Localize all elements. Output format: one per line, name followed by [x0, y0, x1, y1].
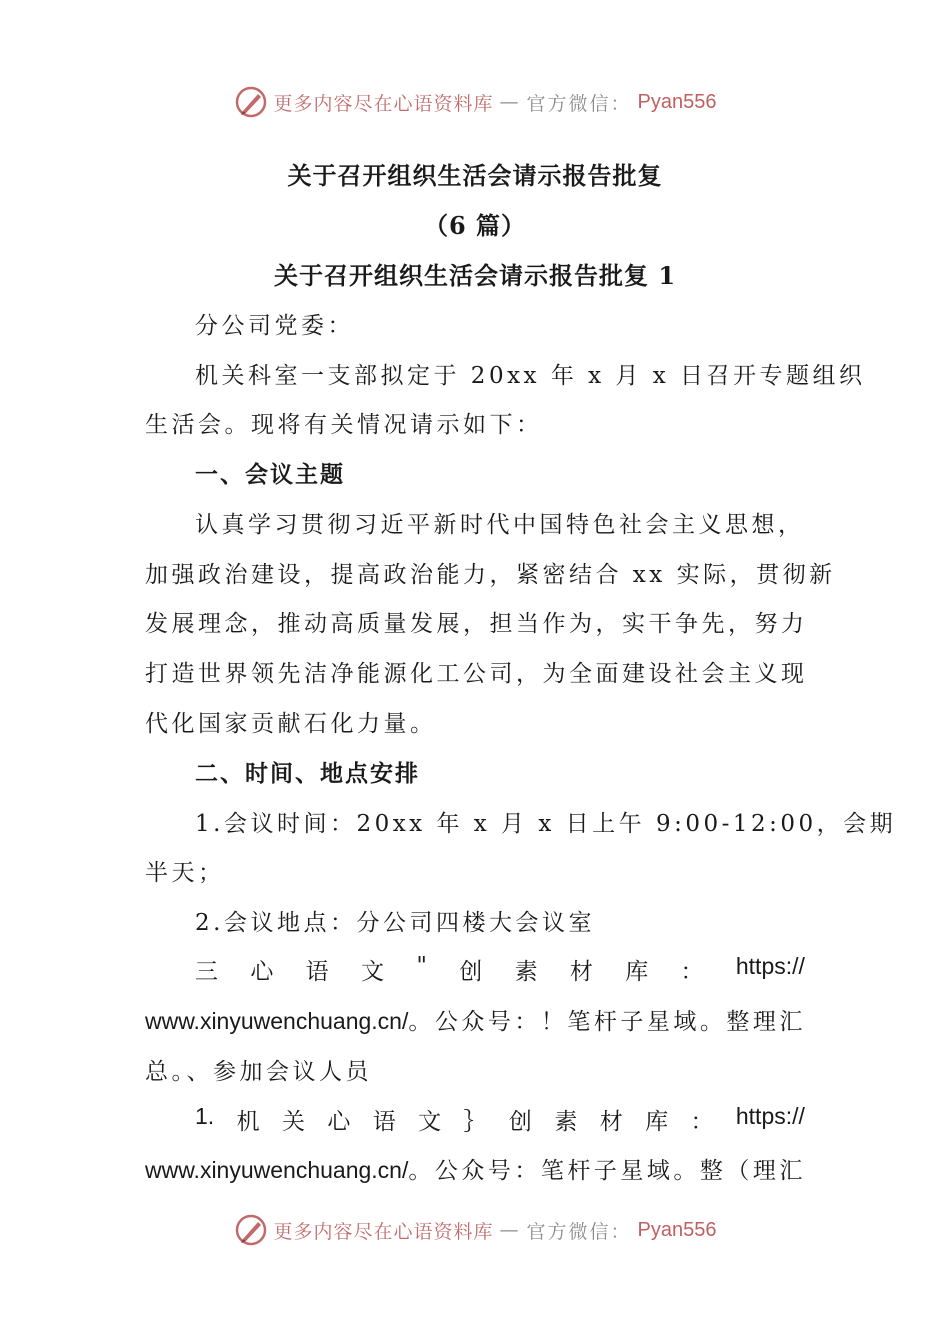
ad-line-5: www.xinyuwenchuang.cn/。公众号：笔杆子星域。整（理汇 — [145, 1157, 806, 1184]
intro-line-1: 机关科室一支部拟定于 20xx 年 x 月 x 日召开专题组织 — [195, 363, 866, 389]
ad-line-4: 1. 机 关 心 语 文 ｝ 创 素 材 库 ： https:// — [195, 1103, 805, 1135]
ad-line-1: 三 心 语 文 " 创 素 材 库 ： https:// — [195, 953, 805, 985]
time-item-line-2: 半天； — [145, 860, 225, 886]
doc-subtitle: 关于召开组织生活会请示报告批复 1 — [273, 261, 677, 290]
intro-line-2: 生活会。现将有关情况请示如下： — [145, 412, 543, 438]
watermark-wechat-id: Pyan556 — [637, 90, 717, 113]
theme-line-5: 代化国家贡献石化力量。 — [145, 711, 437, 737]
section-heading-theme: 一、会议主题 — [195, 461, 345, 488]
watermark-text: 更多内容尽在心语资料库 — [273, 1220, 494, 1243]
watermark-dash: — — [499, 91, 521, 113]
watermark-wechat-id: Pyan556 — [637, 1218, 717, 1241]
watermark-dash: — — [499, 1219, 521, 1241]
watermark-wechat-label: 官方微信： — [526, 1220, 632, 1243]
watermark-wechat-label: 官方微信： — [526, 92, 632, 115]
ad-url[interactable]: www.xinyuwenchuang.cn/ — [145, 1008, 409, 1034]
watermark-banner-bottom — [0, 1210, 950, 1250]
ad-line-3: 总。、参加会议人员 — [145, 1059, 372, 1085]
watermark-text: 更多内容尽在心语资料库 — [273, 92, 494, 115]
place-item: 2.会议地点：分公司四楼大会议室 — [195, 910, 595, 936]
doc-title: 关于召开组织生活会请示报告批复 — [287, 161, 663, 190]
section-heading-time-place: 二、时间、地点安排 — [195, 760, 420, 787]
doc-title-count: （6 篇） — [423, 211, 527, 240]
theme-line-2: 加强政治建设，提高政治能力，紧密结合 xx 实际，贯彻新 — [145, 562, 836, 588]
pen-logo-icon — [234, 85, 268, 119]
watermark-banner-top — [0, 82, 950, 122]
theme-line-3: 发展理念，推动高质量发展，担当作为，实干争先，努力 — [145, 611, 808, 637]
theme-line-1: 认真学习贯彻习近平新时代中国特色社会主义思想， — [195, 512, 805, 538]
theme-line-4: 打造世界领先洁净能源化工公司，为全面建设社会主义现 — [145, 661, 808, 687]
time-item-line-1: 1.会议时间：20xx 年 x 月 x 日上午 9:00-12:00，会期 — [195, 811, 897, 837]
ad-line-2: www.xinyuwenchuang.cn/。公众号：！笔杆子星域。整理汇 — [145, 1008, 806, 1035]
pen-logo-icon — [234, 1213, 268, 1247]
ad-url-2[interactable]: www.xinyuwenchuang.cn/ — [145, 1157, 409, 1183]
addressee: 分公司党委： — [195, 313, 354, 339]
